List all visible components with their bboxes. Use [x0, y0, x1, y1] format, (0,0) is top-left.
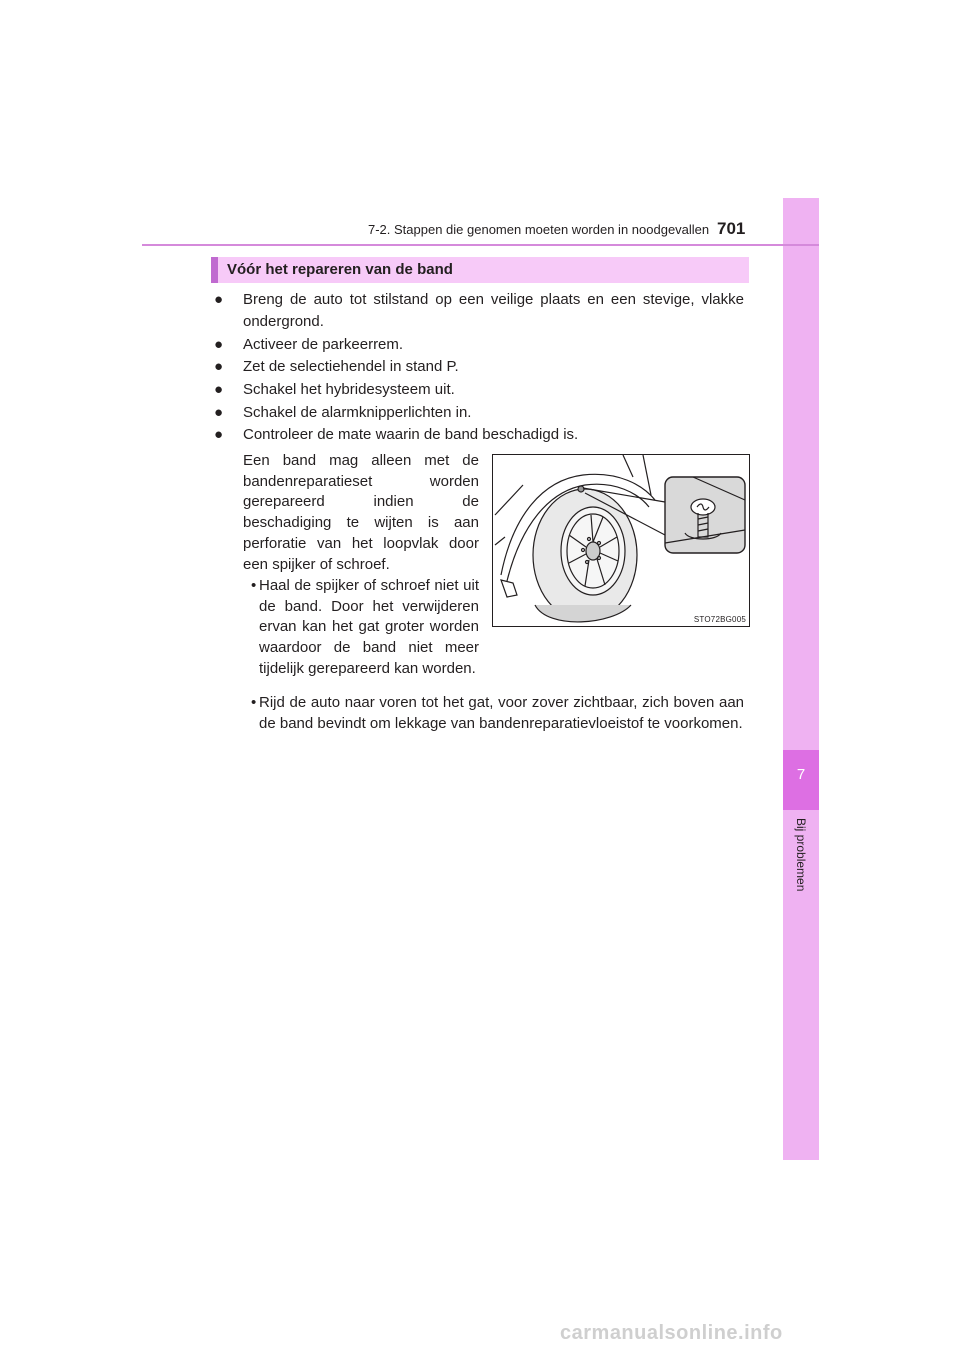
- bullet-icon: ●: [214, 336, 224, 353]
- watermark: carmanualsonline.info: [560, 1322, 783, 1344]
- bullet-text: Schakel de alarmknipperlichten in.: [243, 404, 472, 421]
- subheading-bar: [211, 257, 749, 283]
- bullet-text: Activeer de parkeerrem.: [243, 336, 404, 353]
- page-number: 701: [717, 219, 746, 238]
- bullet-icon: ●: [214, 381, 224, 398]
- wheel-with-nail-icon: [493, 455, 750, 627]
- tire-puncture-illustration: [492, 454, 750, 627]
- body-paragraph: Een band mag alleen met de bandenreparatieset worden gerepareerd indien de beschadiging te wijten is aan perforatie van het loopvlak door een spijker of schroef.: [243, 452, 479, 573]
- chapter-name: Bij problemen: [794, 818, 808, 892]
- sub-bullet-text: Haal de spijker of schroef niet uit de band. Door het verwijderen ervan kan het gat groter worden waardoor de band niet meer tijdelijk gerepareerd kan worden.: [259, 577, 479, 677]
- sub-bullet-icon: •: [251, 694, 257, 711]
- bullet-icon: ●: [214, 291, 224, 308]
- sub-bullet-text: Rijd de auto naar voren tot het gat, voor zover zichtbaar, zich boven aan de band bevindt om lekkage van bandenreparatievloeistof te voorkomen.: [259, 694, 744, 732]
- section-title: 7-2. Stappen die genomen moeten worden in noodgevallen: [368, 222, 710, 237]
- bullet-icon: ●: [214, 358, 224, 375]
- bullet-text: Zet de selectiehendel in stand P.: [243, 358, 459, 375]
- bullet-text: Schakel het hybridesysteem uit.: [243, 381, 455, 398]
- bullet-text: Breng de auto tot stilstand op een veilige plaats en een stevige, vlakke ondergrond.: [243, 291, 744, 330]
- chapter-side-tab: [783, 198, 819, 1160]
- header-divider: [142, 244, 819, 246]
- figure-code: STO72BG005: [693, 615, 746, 624]
- bullet-text: Controleer de mate waarin de band beschadigd is.: [243, 426, 579, 443]
- subheading-text: Vóór het repareren van de band: [227, 261, 453, 278]
- bullet-icon: ●: [214, 404, 224, 421]
- sub-bullet-icon: •: [251, 577, 257, 594]
- bullet-icon: ●: [214, 426, 224, 443]
- chapter-number: 7: [796, 766, 806, 783]
